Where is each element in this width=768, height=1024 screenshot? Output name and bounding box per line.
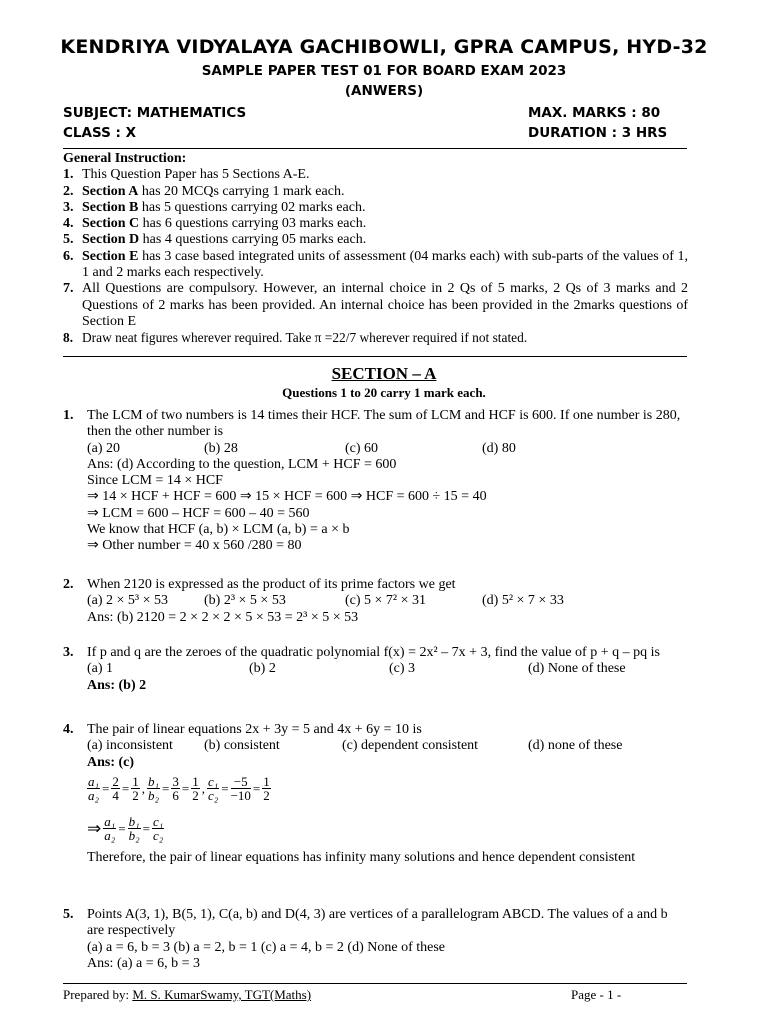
answer-line: Ans: (b) 2 <box>87 677 147 693</box>
instruction-item: 1. This Question Paper has 5 Sections A-E. <box>63 167 310 183</box>
option-b: (b) 2 <box>249 661 276 677</box>
option-c: (c) 5 × 7² × 31 <box>345 593 427 609</box>
answer-line: Since LCM = 14 × HCF <box>87 473 223 489</box>
option-b: (b) 28 <box>204 440 238 456</box>
question-text: Points A(3, 1), B(5, 1), C(a, b) and D(4, 3) are vertices of a parallelogram ABCD. The values of a and b are respectively <box>87 907 668 939</box>
page-number: Page - 1 - <box>571 987 622 1002</box>
subject-label: SUBJECT: MATHEMATICS <box>63 105 247 121</box>
prepared-by: Prepared by: M. S. KumarSwamy, TGT(Maths) <box>63 987 312 1002</box>
answer-line: ⇒ LCM = 600 – HCF = 600 – 40 = 560 <box>87 505 310 521</box>
duration-label: DURATION : 3 HRS <box>528 125 668 141</box>
max-marks-label: MAX. MARKS : 80 <box>528 105 661 121</box>
options-row <box>87 441 688 457</box>
option-d: (d) None of these <box>528 661 626 677</box>
instruction-item: 6. Section E has 3 case based integrated units of assessment (04 marks each) with sub-parts of the values of 1, 1 and 2 marks each respectively. <box>63 248 689 281</box>
fraction: $\frac{1}{2}$ <box>192 774 199 804</box>
question-number: 1. <box>63 408 74 423</box>
question-text: When 2120 is expressed as the product of its prime factors we get <box>87 577 456 592</box>
option-a: (a) 1 <box>87 661 114 677</box>
question-3 <box>63 645 688 694</box>
answer-line: ⇒ 14 × HCF + HCF = 600 ⇒ 15 × HCF = 600 ⇒ HCF = 600 ÷ 15 = 40 <box>87 489 487 505</box>
question-number: 3. <box>63 645 74 660</box>
fraction: $\frac{1}{2}$ <box>132 774 139 804</box>
fraction: $\frac{\text{a₁}}{\text{a₂}}$ <box>88 774 100 804</box>
instruction-item: 4. Section C has 6 questions carrying 03 marks each. <box>63 216 367 232</box>
fraction: $\frac{\text{c₁}}{\text{c₂}}$ <box>153 814 164 844</box>
ratio-equation: $\frac{\text{a₁}}{\text{a₂}}$ = $\frac{2}{4}$ = $\frac{1}{2}$ , $\frac{\text{b₁}}{\text{b₂}}$ = $\frac{3}{6}$ = $\frac{1}{2}$ , $\frac{\text{c₁}}{\text{c₂}}$ = $\frac{-5}{-10}$ = $\frac{1}{2}$ <box>88 774 270 804</box>
question-4 <box>63 722 688 866</box>
footer-divider <box>63 983 687 984</box>
fraction: $\frac{\text{b₁}}{\text{b₂}}$ <box>128 814 140 844</box>
option-a: (a) inconsistent <box>87 738 173 754</box>
options-row <box>87 661 688 677</box>
fraction: $\frac{\text{c₁}}{\text{c₂}}$ <box>207 774 219 804</box>
answer-line: Ans: (c) <box>87 754 135 770</box>
question-number: 2. <box>63 577 74 592</box>
answers-label: (ANWERS) <box>344 83 424 99</box>
instruction-item: 5. Section D has 4 questions carrying 05 marks each. <box>63 232 367 248</box>
answer-line: ⇒ Other number = 40 x 560 /280 = 80 <box>87 538 302 554</box>
test-title: SAMPLE PAPER TEST 01 FOR BOARD EXAM 2023 <box>201 63 567 79</box>
instruction-item: 2. Section A has 20 MCQs carrying 1 mark each. <box>63 183 345 199</box>
fraction: $\frac{3}{6}$ <box>172 774 179 804</box>
author-name: M. S. KumarSwamy, TGT(Maths) <box>132 987 312 1002</box>
question-text: The LCM of two numbers is 14 times their HCF. The sum of LCM and HCF is 600. If one number is 280, then the other number is <box>87 408 681 440</box>
section-subtitle: Questions 1 to 20 carry 1 mark each. <box>282 385 486 400</box>
fraction: $\frac{2}{4}$ <box>112 774 119 804</box>
options-row: (a) a = 6, b = 3 (b) a = 2, b = 1 (c) a = 4, b = 2 (d) None of these <box>87 939 445 955</box>
question-5 <box>63 907 688 972</box>
fraction: $\frac{\text{b₁}}{\text{b₂}}$ <box>147 774 159 804</box>
option-d: (d) none of these <box>528 738 623 754</box>
question-number: 5. <box>63 907 74 922</box>
answer-line: Ans: (b) 2120 = 2 × 2 × 2 × 5 × 53 = 2³ × 5 × 53 <box>87 609 359 625</box>
answer-line: Ans: (d) According to the question, LCM + HCF = 600 <box>87 456 397 472</box>
instructions-title: General Instruction: <box>63 151 187 166</box>
option-d: (d) 80 <box>482 440 516 456</box>
question-1 <box>63 408 688 555</box>
general-instructions <box>63 151 688 347</box>
conclusion-text: Therefore, the pair of linear equations has infinity many solutions and hence dependent consistent <box>87 849 636 865</box>
answer-line: We know that HCF (a, b) × LCM (a, b) = a × b <box>87 522 350 538</box>
option-b: (b) consistent <box>204 738 280 754</box>
question-text: If p and q are the zeroes of the quadratic polynomial f(x) = 2x² – 7x + 3, find the value of p + q – pq is <box>87 645 660 660</box>
school-title: KENDRIYA VIDYALAYA GACHIBOWLI, GPRA CAMPUS, HYD-32 <box>60 36 708 58</box>
question-number: 4. <box>63 722 74 737</box>
option-c: (c) 3 <box>389 661 416 677</box>
instruction-item: 3. Section B has 5 questions carrying 02 marks each. <box>63 199 366 215</box>
implies-equation: ⇒ $\frac{\text{a₁}}{\text{a₂}}$ = $\frac{\text{b₁}}{\text{b₂}}$ = $\frac{\text{c₁}}{\text{c₂}}$ <box>87 814 164 844</box>
instruction-item: 7. All Questions are compulsory. However, an internal choice in 2 Qs of 5 marks, 2 Qs of 3 marks and 2 Questions of 2 marks has been provided. An internal choice has been provided in the 2marks questions of Section E <box>63 281 688 329</box>
options-row <box>87 593 688 609</box>
fraction: $\frac{-5}{-10}$ <box>230 774 251 804</box>
option-c: (c) 60 <box>345 440 379 456</box>
instructions-divider <box>63 356 687 357</box>
fraction: $\frac{\text{a₁}}{\text{a₂}}$ <box>104 814 116 844</box>
option-d: (d) 5² × 7 × 33 <box>482 593 564 609</box>
option-b: (b) 2³ × 5 × 53 <box>204 593 286 609</box>
instruction-item: 8. Draw neat figures wherever required. Take π =22/7 wherever required if not stated. <box>63 330 528 346</box>
class-label: CLASS : X <box>63 125 137 141</box>
option-a: (a) 20 <box>87 440 121 456</box>
answer-line: Ans: (a) a = 6, b = 3 <box>87 955 200 971</box>
question-2 <box>63 577 688 626</box>
question-text: The pair of linear equations 2x + 3y = 5 and 4x + 6y = 10 is <box>87 722 422 737</box>
option-a: (a) 2 × 5³ × 53 <box>87 593 169 609</box>
section-title: SECTION – A <box>331 364 437 383</box>
options-row <box>87 738 688 754</box>
option-c: (c) dependent consistent <box>342 738 479 754</box>
header-divider <box>63 148 687 149</box>
fraction: $\frac{1}{2}$ <box>263 774 270 804</box>
